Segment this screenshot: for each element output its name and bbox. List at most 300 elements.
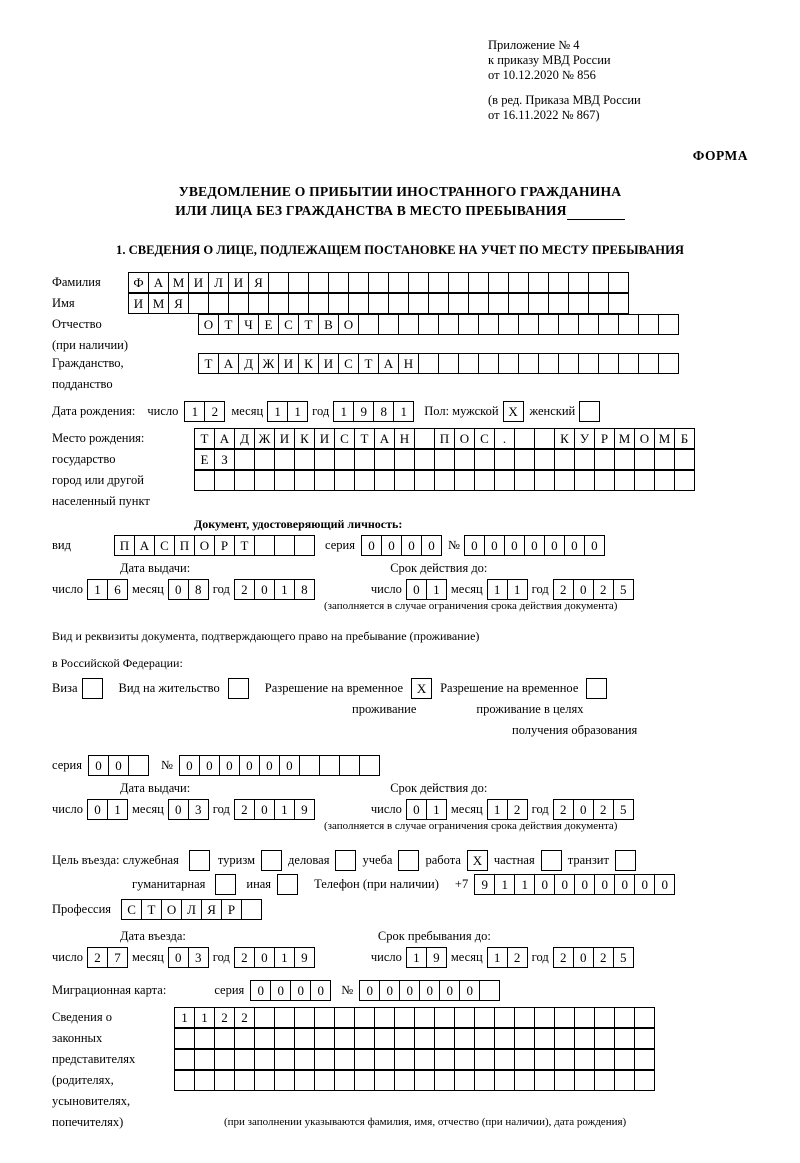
char-cell[interactable] — [194, 1070, 215, 1091]
char-cell[interactable] — [234, 1028, 255, 1049]
char-cell[interactable]: 1 — [274, 799, 295, 820]
sex-male-checkbox[interactable] — [503, 401, 524, 422]
char-cell[interactable]: 8 — [188, 579, 209, 600]
birth-day-cells[interactable] — [184, 401, 225, 422]
char-cell[interactable]: 0 — [439, 980, 460, 1001]
char-cell[interactable] — [434, 1070, 455, 1091]
char-cell[interactable] — [494, 1049, 515, 1070]
char-cell[interactable]: 0 — [379, 980, 400, 1001]
char-cell[interactable] — [554, 1007, 575, 1028]
char-cell[interactable]: Д — [238, 353, 259, 374]
char-cell[interactable] — [478, 353, 499, 374]
char-cell[interactable] — [174, 1049, 195, 1070]
char-cell[interactable]: Я — [248, 272, 269, 293]
char-cell[interactable]: 2 — [214, 1007, 235, 1028]
char-cell[interactable] — [594, 1028, 615, 1049]
char-cell[interactable]: 0 — [544, 535, 565, 556]
char-cell[interactable] — [534, 470, 555, 491]
char-cell[interactable] — [354, 1049, 375, 1070]
char-cell[interactable]: М — [654, 428, 675, 449]
stay-valid-month-cells[interactable] — [487, 799, 528, 820]
char-cell[interactable] — [234, 1049, 255, 1070]
char-cell[interactable] — [474, 1028, 495, 1049]
stay-valid-day-cells[interactable] — [406, 799, 447, 820]
char-cell[interactable]: 9 — [474, 874, 495, 895]
char-cell[interactable]: 2 — [553, 579, 574, 600]
char-cell[interactable] — [241, 899, 262, 920]
char-cell[interactable] — [234, 449, 255, 470]
char-cell[interactable] — [274, 1028, 295, 1049]
char-cell[interactable] — [328, 272, 349, 293]
char-cell[interactable] — [368, 293, 389, 314]
char-cell[interactable]: Ф — [128, 272, 149, 293]
char-cell[interactable]: И — [278, 353, 299, 374]
char-cell[interactable] — [614, 1049, 635, 1070]
char-cell[interactable] — [454, 1070, 475, 1091]
char-cell[interactable]: 9 — [294, 799, 315, 820]
char-cell[interactable] — [674, 470, 695, 491]
char-cell[interactable] — [388, 272, 409, 293]
checkbox-cell[interactable]: Х — [411, 678, 432, 699]
mcard-series-cells[interactable] — [250, 980, 331, 1001]
char-cell[interactable]: К — [294, 428, 315, 449]
purpose-work-checkbox[interactable] — [467, 850, 488, 871]
char-cell[interactable]: 1 — [184, 401, 205, 422]
char-cell[interactable]: 0 — [399, 980, 420, 1001]
char-cell[interactable] — [294, 1049, 315, 1070]
char-cell[interactable]: 0 — [564, 535, 585, 556]
char-cell[interactable] — [474, 449, 495, 470]
char-cell[interactable] — [334, 1007, 355, 1028]
char-cell[interactable] — [314, 1070, 335, 1091]
char-cell[interactable] — [428, 272, 449, 293]
char-cell[interactable]: 0 — [361, 535, 382, 556]
char-cell[interactable] — [608, 272, 629, 293]
char-cell[interactable] — [554, 470, 575, 491]
char-cell[interactable] — [494, 1028, 515, 1049]
char-cell[interactable] — [454, 1007, 475, 1028]
char-cell[interactable] — [254, 1070, 275, 1091]
char-cell[interactable] — [634, 470, 655, 491]
name-cells[interactable] — [128, 293, 629, 314]
residence-checkbox[interactable] — [228, 678, 249, 699]
char-cell[interactable] — [554, 1028, 575, 1049]
char-cell[interactable]: 0 — [524, 535, 545, 556]
char-cell[interactable] — [554, 1049, 575, 1070]
char-cell[interactable] — [454, 1049, 475, 1070]
char-cell[interactable]: 1 — [174, 1007, 195, 1028]
char-cell[interactable]: 3 — [188, 947, 209, 968]
char-cell[interactable]: 0 — [199, 755, 220, 776]
char-cell[interactable] — [458, 314, 479, 335]
stay-issue-year-cells[interactable] — [234, 799, 315, 820]
char-cell[interactable]: О — [634, 428, 655, 449]
char-cell[interactable]: 1 — [274, 579, 295, 600]
char-cell[interactable]: 0 — [87, 799, 108, 820]
char-cell[interactable] — [294, 535, 315, 556]
char-cell[interactable]: И — [228, 272, 249, 293]
char-cell[interactable] — [314, 1007, 335, 1028]
char-cell[interactable]: 0 — [168, 799, 189, 820]
char-cell[interactable]: Т — [358, 353, 379, 374]
char-cell[interactable] — [508, 272, 529, 293]
checkbox-cell[interactable] — [82, 678, 103, 699]
char-cell[interactable]: С — [338, 353, 359, 374]
char-cell[interactable] — [434, 1007, 455, 1028]
char-cell[interactable]: 0 — [534, 874, 555, 895]
char-cell[interactable]: 1 — [487, 799, 508, 820]
char-cell[interactable]: 0 — [359, 980, 380, 1001]
char-cell[interactable] — [594, 1049, 615, 1070]
checkbox-cell[interactable] — [398, 850, 419, 871]
checkbox-cell[interactable] — [261, 850, 282, 871]
char-cell[interactable]: 0 — [270, 980, 291, 1001]
char-cell[interactable] — [574, 1070, 595, 1091]
char-cell[interactable]: О — [194, 535, 215, 556]
checkbox-cell[interactable] — [215, 874, 236, 895]
char-cell[interactable] — [414, 1070, 435, 1091]
char-cell[interactable]: Я — [201, 899, 222, 920]
char-cell[interactable] — [474, 1049, 495, 1070]
char-cell[interactable] — [294, 1070, 315, 1091]
char-cell[interactable] — [414, 470, 435, 491]
char-cell[interactable]: 0 — [219, 755, 240, 776]
char-cell[interactable]: 2 — [507, 947, 528, 968]
doc-type-cells[interactable] — [114, 535, 315, 556]
char-cell[interactable] — [299, 755, 320, 776]
char-cell[interactable] — [354, 449, 375, 470]
char-cell[interactable] — [548, 272, 569, 293]
char-cell[interactable] — [514, 1070, 535, 1091]
char-cell[interactable]: А — [378, 353, 399, 374]
checkbox-cell[interactable]: Х — [503, 401, 524, 422]
char-cell[interactable]: 1 — [393, 401, 414, 422]
char-cell[interactable] — [574, 470, 595, 491]
char-cell[interactable] — [374, 449, 395, 470]
doc-issue-month-cells[interactable] — [168, 579, 209, 600]
char-cell[interactable] — [434, 449, 455, 470]
purpose-business-checkbox[interactable] — [335, 850, 356, 871]
char-cell[interactable]: 1 — [487, 947, 508, 968]
char-cell[interactable]: 9 — [294, 947, 315, 968]
char-cell[interactable] — [514, 1028, 535, 1049]
char-cell[interactable] — [568, 272, 589, 293]
char-cell[interactable]: Ж — [258, 353, 279, 374]
char-cell[interactable]: А — [218, 353, 239, 374]
char-cell[interactable] — [414, 428, 435, 449]
doc-series-cells[interactable] — [361, 535, 442, 556]
char-cell[interactable] — [254, 1028, 275, 1049]
char-cell[interactable]: 0 — [573, 799, 594, 820]
char-cell[interactable] — [634, 1049, 655, 1070]
char-cell[interactable] — [214, 1070, 235, 1091]
char-cell[interactable] — [534, 1070, 555, 1091]
doc-valid-year-cells[interactable] — [553, 579, 634, 600]
char-cell[interactable] — [348, 272, 369, 293]
char-cell[interactable]: 2 — [87, 947, 108, 968]
char-cell[interactable] — [514, 1007, 535, 1028]
checkbox-cell[interactable] — [579, 401, 600, 422]
char-cell[interactable]: Л — [181, 899, 202, 920]
char-cell[interactable] — [374, 1070, 395, 1091]
char-cell[interactable] — [428, 293, 449, 314]
char-cell[interactable] — [414, 1007, 435, 1028]
char-cell[interactable] — [374, 470, 395, 491]
char-cell[interactable] — [538, 314, 559, 335]
char-cell[interactable]: 2 — [234, 799, 255, 820]
char-cell[interactable]: Р — [214, 535, 235, 556]
doc-valid-month-cells[interactable] — [487, 579, 528, 600]
stay-till-day-cells[interactable] — [406, 947, 447, 968]
char-cell[interactable] — [288, 293, 309, 314]
char-cell[interactable] — [588, 293, 609, 314]
char-cell[interactable]: Е — [194, 449, 215, 470]
char-cell[interactable]: 0 — [406, 799, 427, 820]
legal-rep-row-1[interactable] — [174, 1007, 655, 1028]
char-cell[interactable]: 0 — [573, 947, 594, 968]
char-cell[interactable] — [658, 353, 679, 374]
char-cell[interactable]: О — [161, 899, 182, 920]
char-cell[interactable] — [334, 470, 355, 491]
char-cell[interactable] — [354, 1028, 375, 1049]
char-cell[interactable]: 8 — [294, 579, 315, 600]
purpose-study-checkbox[interactable] — [398, 850, 419, 871]
char-cell[interactable] — [268, 293, 289, 314]
checkbox-cell[interactable] — [615, 850, 636, 871]
char-cell[interactable] — [534, 428, 555, 449]
char-cell[interactable] — [478, 314, 499, 335]
char-cell[interactable] — [468, 293, 489, 314]
char-cell[interactable] — [508, 293, 529, 314]
char-cell[interactable]: 1 — [514, 874, 535, 895]
char-cell[interactable]: З — [214, 449, 235, 470]
char-cell[interactable] — [494, 1070, 515, 1091]
char-cell[interactable] — [598, 353, 619, 374]
char-cell[interactable] — [474, 1070, 495, 1091]
char-cell[interactable] — [434, 470, 455, 491]
char-cell[interactable] — [638, 314, 659, 335]
doc-issue-day-cells[interactable] — [87, 579, 128, 600]
char-cell[interactable]: М — [148, 293, 169, 314]
char-cell[interactable] — [308, 293, 329, 314]
char-cell[interactable]: 0 — [459, 980, 480, 1001]
char-cell[interactable]: 0 — [504, 535, 525, 556]
char-cell[interactable] — [394, 1070, 415, 1091]
char-cell[interactable] — [468, 272, 489, 293]
char-cell[interactable]: О — [198, 314, 219, 335]
char-cell[interactable] — [188, 293, 209, 314]
legal-rep-row-2[interactable] — [174, 1028, 655, 1049]
birth-place-row-2[interactable] — [194, 449, 695, 470]
char-cell[interactable]: Л — [208, 272, 229, 293]
char-cell[interactable]: О — [454, 428, 475, 449]
char-cell[interactable] — [319, 755, 340, 776]
char-cell[interactable]: 0 — [179, 755, 200, 776]
char-cell[interactable] — [614, 1070, 635, 1091]
char-cell[interactable]: 0 — [574, 874, 595, 895]
legal-rep-row-3[interactable] — [174, 1049, 655, 1070]
stay-till-year-cells[interactable] — [553, 947, 634, 968]
char-cell[interactable] — [494, 449, 515, 470]
char-cell[interactable] — [474, 470, 495, 491]
char-cell[interactable] — [448, 293, 469, 314]
purpose-transit-checkbox[interactable] — [615, 850, 636, 871]
char-cell[interactable] — [514, 449, 535, 470]
char-cell[interactable] — [458, 353, 479, 374]
char-cell[interactable] — [374, 1028, 395, 1049]
char-cell[interactable]: 2 — [204, 401, 225, 422]
char-cell[interactable]: Н — [394, 428, 415, 449]
char-cell[interactable] — [454, 1028, 475, 1049]
char-cell[interactable] — [514, 470, 535, 491]
char-cell[interactable] — [334, 449, 355, 470]
char-cell[interactable] — [534, 1049, 555, 1070]
char-cell[interactable]: А — [134, 535, 155, 556]
char-cell[interactable] — [174, 1070, 195, 1091]
birth-year-cells[interactable] — [333, 401, 414, 422]
char-cell[interactable]: С — [278, 314, 299, 335]
char-cell[interactable] — [274, 470, 295, 491]
char-cell[interactable] — [654, 449, 675, 470]
char-cell[interactable] — [528, 293, 549, 314]
char-cell[interactable] — [368, 272, 389, 293]
char-cell[interactable]: Т — [234, 535, 255, 556]
char-cell[interactable] — [294, 1028, 315, 1049]
char-cell[interactable]: 0 — [654, 874, 675, 895]
char-cell[interactable] — [638, 353, 659, 374]
char-cell[interactable]: В — [318, 314, 339, 335]
char-cell[interactable]: Я — [168, 293, 189, 314]
legal-rep-row-4[interactable] — [174, 1070, 655, 1091]
char-cell[interactable] — [274, 1070, 295, 1091]
char-cell[interactable]: 0 — [254, 579, 275, 600]
char-cell[interactable]: 0 — [88, 755, 109, 776]
char-cell[interactable] — [614, 1028, 635, 1049]
char-cell[interactable]: О — [338, 314, 359, 335]
char-cell[interactable]: Т — [354, 428, 375, 449]
char-cell[interactable] — [498, 353, 519, 374]
char-cell[interactable] — [574, 449, 595, 470]
char-cell[interactable] — [274, 449, 295, 470]
char-cell[interactable]: К — [554, 428, 575, 449]
char-cell[interactable] — [274, 1007, 295, 1028]
char-cell[interactable] — [314, 1028, 335, 1049]
char-cell[interactable]: 0 — [168, 947, 189, 968]
char-cell[interactable] — [394, 1049, 415, 1070]
char-cell[interactable]: 0 — [259, 755, 280, 776]
citizenship-cells[interactable] — [198, 353, 679, 374]
char-cell[interactable]: 2 — [593, 799, 614, 820]
char-cell[interactable] — [314, 470, 335, 491]
char-cell[interactable]: И — [188, 272, 209, 293]
char-cell[interactable]: 1 — [107, 799, 128, 820]
char-cell[interactable] — [334, 1070, 355, 1091]
checkbox-cell[interactable] — [189, 850, 210, 871]
char-cell[interactable] — [174, 1028, 195, 1049]
char-cell[interactable] — [558, 314, 579, 335]
char-cell[interactable]: 0 — [401, 535, 422, 556]
char-cell[interactable] — [288, 272, 309, 293]
checkbox-cell[interactable] — [586, 678, 607, 699]
char-cell[interactable]: 1 — [333, 401, 354, 422]
char-cell[interactable] — [394, 1007, 415, 1028]
edu-residence-checkbox[interactable] — [586, 678, 607, 699]
char-cell[interactable]: 2 — [553, 799, 574, 820]
char-cell[interactable]: Е — [258, 314, 279, 335]
char-cell[interactable]: 1 — [487, 579, 508, 600]
char-cell[interactable]: 7 — [107, 947, 128, 968]
char-cell[interactable]: 2 — [234, 1007, 255, 1028]
char-cell[interactable] — [614, 1007, 635, 1028]
char-cell[interactable]: 0 — [419, 980, 440, 1001]
char-cell[interactable] — [354, 1070, 375, 1091]
char-cell[interactable] — [128, 755, 149, 776]
char-cell[interactable] — [634, 449, 655, 470]
purpose-tourism-checkbox[interactable] — [261, 850, 282, 871]
char-cell[interactable] — [479, 980, 500, 1001]
char-cell[interactable] — [294, 449, 315, 470]
doc-issue-year-cells[interactable] — [234, 579, 315, 600]
char-cell[interactable] — [528, 272, 549, 293]
birth-month-cells[interactable] — [267, 401, 308, 422]
char-cell[interactable]: 5 — [613, 947, 634, 968]
char-cell[interactable] — [354, 1007, 375, 1028]
char-cell[interactable]: П — [174, 535, 195, 556]
char-cell[interactable]: С — [154, 535, 175, 556]
char-cell[interactable]: 0 — [464, 535, 485, 556]
checkbox-cell[interactable] — [277, 874, 298, 895]
char-cell[interactable]: 2 — [553, 947, 574, 968]
char-cell[interactable] — [414, 1049, 435, 1070]
char-cell[interactable] — [334, 1028, 355, 1049]
char-cell[interactable]: 0 — [554, 874, 575, 895]
char-cell[interactable]: К — [298, 353, 319, 374]
char-cell[interactable] — [494, 1007, 515, 1028]
purpose-humanitarian-checkbox[interactable] — [215, 874, 236, 895]
char-cell[interactable] — [554, 1070, 575, 1091]
char-cell[interactable]: П — [114, 535, 135, 556]
char-cell[interactable] — [538, 353, 559, 374]
checkbox-cell[interactable] — [335, 850, 356, 871]
char-cell[interactable]: Н — [398, 353, 419, 374]
char-cell[interactable] — [348, 293, 369, 314]
char-cell[interactable]: 1 — [406, 947, 427, 968]
char-cell[interactable] — [518, 353, 539, 374]
char-cell[interactable]: И — [274, 428, 295, 449]
doc-valid-day-cells[interactable] — [406, 579, 447, 600]
char-cell[interactable] — [574, 1028, 595, 1049]
char-cell[interactable] — [598, 314, 619, 335]
char-cell[interactable] — [618, 353, 639, 374]
char-cell[interactable]: М — [168, 272, 189, 293]
sex-female-checkbox[interactable] — [579, 401, 600, 422]
char-cell[interactable] — [328, 293, 349, 314]
stay-issue-month-cells[interactable] — [168, 799, 209, 820]
patronymic-cells[interactable] — [198, 314, 679, 335]
char-cell[interactable]: С — [121, 899, 142, 920]
char-cell[interactable] — [454, 470, 475, 491]
char-cell[interactable]: 0 — [406, 579, 427, 600]
char-cell[interactable]: И — [318, 353, 339, 374]
char-cell[interactable] — [634, 1028, 655, 1049]
char-cell[interactable] — [558, 353, 579, 374]
char-cell[interactable] — [254, 449, 275, 470]
char-cell[interactable]: 6 — [107, 579, 128, 600]
stay-valid-year-cells[interactable] — [553, 799, 634, 820]
char-cell[interactable]: Д — [234, 428, 255, 449]
char-cell[interactable]: 0 — [239, 755, 260, 776]
char-cell[interactable]: Т — [194, 428, 215, 449]
